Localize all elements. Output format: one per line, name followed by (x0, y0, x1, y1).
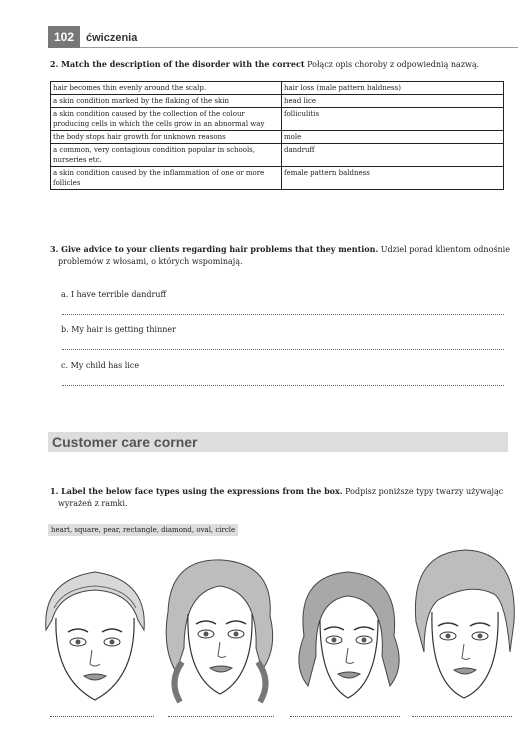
description-cell: the body stops hair growth for unknown reasons (51, 131, 282, 144)
face-label-line-1[interactable] (50, 716, 154, 717)
description-cell: a common, very contagious condition popular in schools, nurseries etc. (51, 144, 282, 167)
task3-instruction-polish-2: problemów z włosami, o których wspominają. (58, 257, 243, 266)
customer-care-title: Customer care corner (52, 434, 198, 450)
customer-care-banner (48, 432, 508, 452)
face-illustration-2 (158, 552, 280, 710)
answer-line-c[interactable] (62, 385, 504, 386)
table-row (51, 108, 504, 131)
task2-instruction-polish: Połącz opis choroby z odpowiednią nazwą. (307, 60, 480, 69)
answer-line-a[interactable] (62, 314, 504, 315)
face-label-line-2[interactable] (168, 716, 274, 717)
header-rule (80, 47, 518, 48)
disorder-cell: mole (282, 131, 504, 144)
face-label-line-3[interactable] (290, 716, 400, 717)
description-cell: hair becomes thin evenly around the scalp. (51, 82, 282, 95)
task1-instruction (50, 485, 514, 510)
disorder-cell: folliculitis (282, 108, 504, 131)
question-b: b. My hair is getting thinner (61, 325, 176, 334)
face-label-line-4[interactable] (412, 716, 512, 717)
task3-instruction-polish: Udziel porad klientom odnośnie (380, 245, 510, 254)
description-cell: a skin condition caused by the collection of the colour producing cells in which the cells grow in an abnormal way (51, 108, 282, 131)
disorder-cell: head lice (282, 95, 504, 108)
page-number: 102 (48, 26, 80, 48)
disorder-cell: dandruff (282, 144, 504, 167)
matching-table (50, 81, 504, 190)
question-c: c. My child has lice (61, 361, 140, 370)
section-title: ćwiczenia (86, 32, 138, 44)
disorder-cell: female pattern baldness (282, 167, 504, 190)
task2-instruction (50, 58, 510, 71)
description-cell: a skin condition caused by the inflammation of one or more follicles (51, 167, 282, 190)
task1-instruction-polish-2: wyrażeń z ramki. (58, 499, 128, 508)
description-cell: a skin condition marked by the flaking of the skin (51, 95, 282, 108)
table-row (51, 131, 504, 144)
face-illustration-4 (410, 542, 518, 710)
page-header (48, 26, 518, 48)
table-row (51, 167, 504, 190)
question-a: a. I have terrible dandruff (61, 290, 167, 299)
table-row (51, 82, 504, 95)
disorder-cell: hair loss (male pattern baldness) (282, 82, 504, 95)
answer-line-b[interactable] (62, 349, 504, 350)
task3-instruction-bold: 3. Give advice to your clients regarding hair problems that they mention. (50, 244, 379, 254)
expressions-box: heart, square, pear, rectangle, diamond, oval, circle (48, 524, 238, 536)
task1-instruction-bold: 1. Label the below face types using the expressions from the box. (50, 486, 343, 496)
task2-instruction-bold: 2. Match the description of the disorder with the correct (50, 59, 305, 69)
face-illustration-1 (34, 560, 156, 710)
task3-instruction (50, 243, 512, 268)
face-illustration-3 (290, 556, 408, 710)
task1-instruction-polish: Podpisz poniższe typy twarzy używając (345, 487, 504, 496)
table-row (51, 95, 504, 108)
table-row (51, 144, 504, 167)
